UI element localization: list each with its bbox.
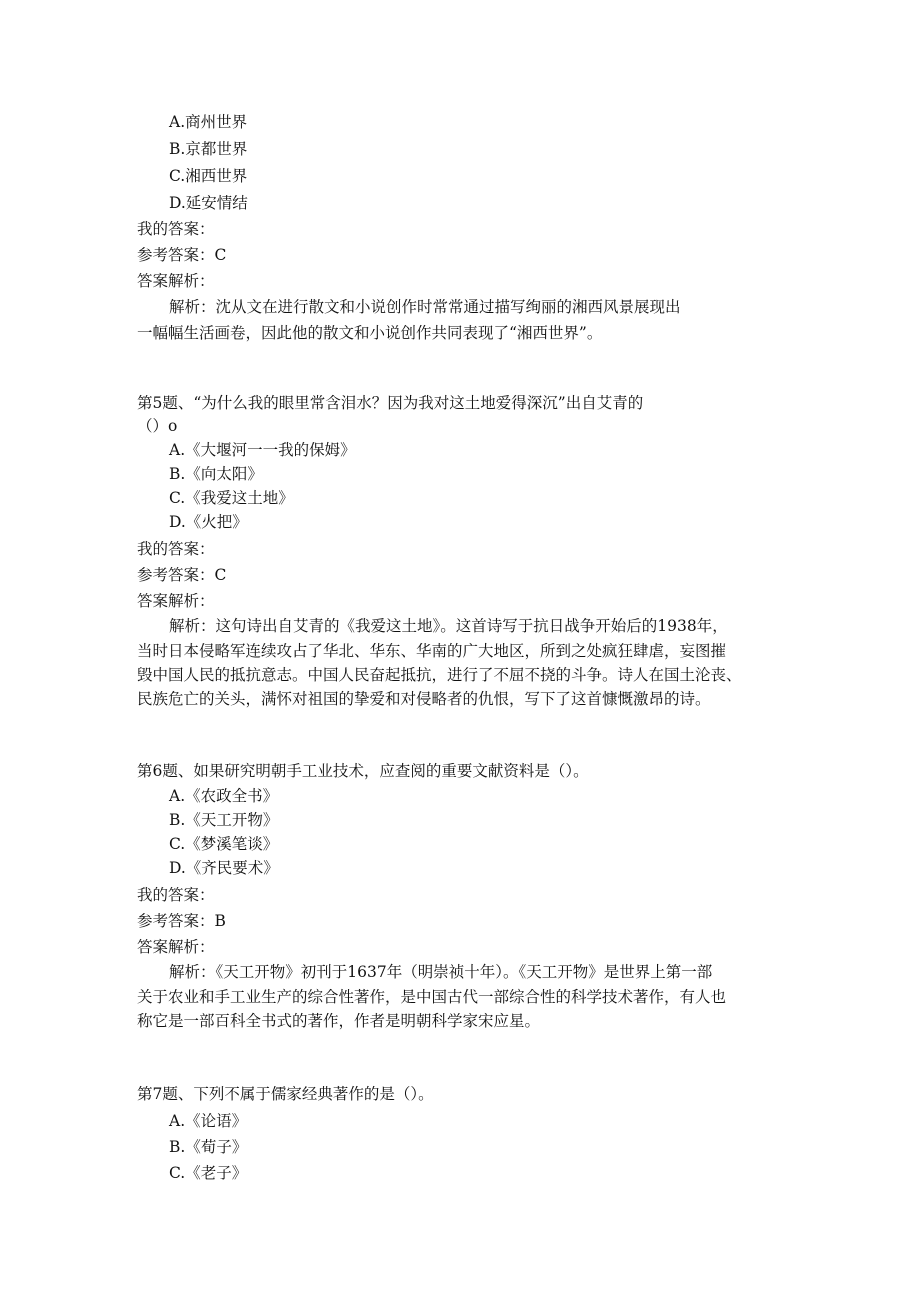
- q5-question-line-1: 第5题、“为什么我的眼里常含泪水？因为我对这土地爱得深沉”出自艾青的: [137, 394, 644, 412]
- q4-option-d: D.延安情结: [169, 194, 248, 212]
- q5-my-answer: 我的答案：: [137, 540, 215, 558]
- q7-question-line-1: 第7题、下列不属于儒家经典著作的是（）。: [137, 1085, 434, 1103]
- q5-question-line-2: （）o: [137, 417, 178, 435]
- q5-option-b: B.《向太阳》: [169, 465, 263, 483]
- q7-option-a: A.《论语》: [169, 1112, 248, 1130]
- q4-analysis-line-1: 解析：沈从文在进行散文和小说创作时常常通过描写绚丽的湘西风景展现出: [169, 298, 681, 316]
- q4-analysis-line-2: 一幅幅生活画卷，因此他的散文和小说创作共同表现了“湘西世界”。: [137, 324, 603, 342]
- q5-option-c: C.《我爱这土地》: [169, 489, 294, 507]
- q4-reference-answer: 参考答案：C: [137, 246, 227, 264]
- q6-option-d: D.《齐民要术》: [169, 859, 279, 877]
- q5-reference-answer: 参考答案：C: [137, 566, 227, 584]
- q5-option-d: D.《火把》: [169, 513, 248, 531]
- q4-option-a: A.商州世界: [169, 113, 248, 131]
- q4-option-c: C.湘西世界: [169, 167, 248, 185]
- q5-analysis-line-2: 当时日本侵略军连续攻占了华北、华东、华南的广大地区，所到之处疯狂肆虐，妄图摧: [137, 642, 727, 660]
- q4-option-b: B.京都世界: [169, 140, 248, 158]
- q7-option-b: B.《荀子》: [169, 1138, 248, 1156]
- q5-analysis-line-3: 毁中国人民的抵抗意志。中国人民奋起抵抗，进行了不屈不挠的斗争。诗人在国土沦丧、: [137, 666, 742, 684]
- q5-analysis-line-1: 解析：这句诗出自艾青的《我爱这土地》。这首诗写于抗日战争开始后的1938年，: [169, 617, 728, 635]
- q4-my-answer: 我的答案：: [137, 220, 215, 238]
- q6-reference-answer: 参考答案：B: [137, 912, 226, 930]
- q6-analysis-line-2: 关于农业和手工业生产的综合性著作，是中国古代一部综合性的科学技术著作，有人也: [137, 988, 727, 1006]
- q6-option-c: C.《梦溪笔谈》: [169, 835, 279, 853]
- q6-option-b: B.《天工开物》: [169, 811, 279, 829]
- q5-analysis-line-4: 民族危亡的关头，满怀对祖国的挚爱和对侵略者的仇恨，写下了这首慷慨激昂的诗。: [137, 690, 711, 708]
- q6-question-line-1: 第6题、如果研究明朝手工业技术，应查阅的重要文献资料是（）。: [137, 762, 589, 780]
- q6-my-answer: 我的答案：: [137, 886, 215, 904]
- q7-option-c: C.《老子》: [169, 1164, 248, 1182]
- q5-analysis-label: 答案解析：: [137, 592, 215, 610]
- q6-option-a: A.《农政全书》: [169, 787, 279, 805]
- q6-analysis-line-3: 称它是一部百科全书式的著作，作者是明朝科学家宋应星。: [137, 1012, 541, 1030]
- q5-option-a: A.《大堰河一一我的保姆》: [169, 441, 356, 459]
- q6-analysis-line-1: 解析：《天工开物》初刊于1637年（明崇祯十年）。《天工开物》是世界上第一部: [169, 963, 713, 981]
- q4-analysis-label: 答案解析：: [137, 272, 215, 290]
- q6-analysis-label: 答案解析：: [137, 938, 215, 956]
